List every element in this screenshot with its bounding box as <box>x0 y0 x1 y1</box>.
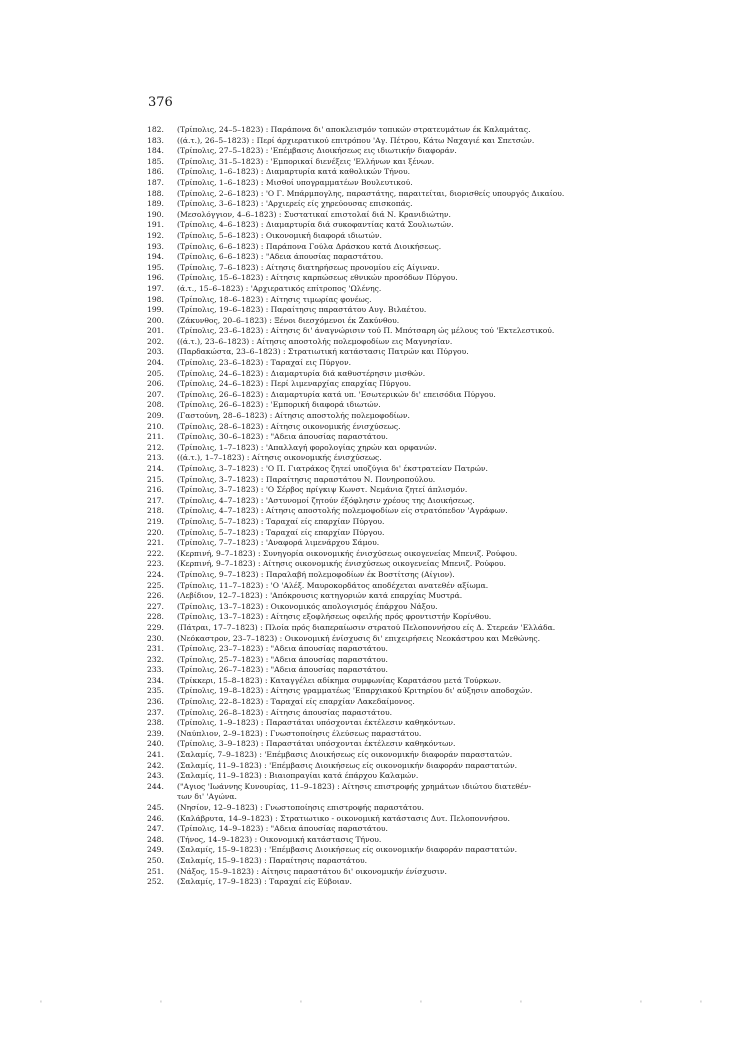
list-item <box>147 845 617 856</box>
list-item <box>147 496 617 507</box>
entry-text: (Τρίπολις, 24–5–1823) : Παράπονα δι' αποκλεισμόν τοπικών στρατευμάτων έκ Καλαμάτας. <box>177 125 531 134</box>
list-item <box>147 411 617 422</box>
entry-number: 231. <box>147 644 164 654</box>
entry-text: (Νησίον, 12–9–1823) : Γνωστοποίησις επιστροφής παραστάτου. <box>177 803 424 812</box>
entry-number: 245. <box>147 803 164 812</box>
entry-number: 213. <box>147 453 164 463</box>
list-item <box>147 686 617 697</box>
entry-number: 207. <box>147 389 164 399</box>
footer-mark: ' <box>700 1000 702 1008</box>
entry-text: (Τρίπολις, 31–5–1823) : 'Εμπορικαί διενέξεις 'Ελλήνων και ξένων. <box>177 156 435 166</box>
entry-continuation: των δι' 'Αγώνα. <box>177 792 237 802</box>
entry-number: 223. <box>147 559 164 569</box>
entry-number: 219. <box>147 516 164 526</box>
list-item <box>147 761 617 772</box>
list-item <box>147 517 617 528</box>
entry-text: (Τρίπολις, 1–6–1823) : Μισθοί υπογραμματέων Βουλευτικού. <box>177 177 413 187</box>
entry-text: (Τρίπολις, 3–6–1823) : 'Αρχιερείς είς χηρεύουσας επισκοπάς. <box>177 199 413 209</box>
list-item <box>147 252 617 263</box>
entry-text: (Τρίπολις, 13–7–1823) : Αίτησις εξοφλήσεως οφειλής πρός φροντιστήν Κορίνθου. <box>177 612 492 622</box>
entry-number: 234. <box>147 675 164 685</box>
entry-number: 226. <box>147 591 164 601</box>
entry-number: 211. <box>147 432 164 442</box>
entry-text: (Τρίπολις, 28–6–1823) : Αίτησις οικονομικής ένισχύσεως. <box>177 421 401 431</box>
entry-number: 227. <box>147 601 164 611</box>
list-item <box>147 316 617 327</box>
list-item <box>147 570 617 581</box>
entry-number: 250. <box>147 855 164 865</box>
entry-number: 183. <box>147 135 164 145</box>
list-item <box>147 750 617 761</box>
entry-text: (Τρίπολις, 18–6–1823) : Αίτησις τιμωρίας φονέως. <box>177 294 372 304</box>
entry-text: (Τρίπολις, 5–7–1823) : Ταραχαί είς επαρχίαν Πύργου. <box>177 516 385 526</box>
entry-text: (Τρίπολις, 19–8–1823) : Αίτησις γραμματέως 'Επαρχιακού Κριτηρίου δι' αύξησιν αποδοχών. <box>177 686 533 696</box>
list-item <box>147 644 617 655</box>
entry-text: (Τρίπολις, 24–6–1823) : Διαμαρτυρία διά καθυστέρησιν μισθών. <box>177 368 426 378</box>
list-item <box>147 803 617 814</box>
entry-text: (Τρίπολις, 6–6–1823) : "Αδεια άπουσίας παραστάτου. <box>177 252 384 262</box>
entry-text: (Τρίπολις, 5–6–1823) : Οικονομική διαφορά ιδιωτών. <box>177 230 382 240</box>
entry-text: (Τρίπολις, 15–6–1823) : Αίτησις καρπώσεως εθνικών προσόδων Πύργου. <box>177 273 458 283</box>
entry-number: 212. <box>147 442 164 452</box>
list-item <box>147 475 617 486</box>
entry-number: 194. <box>147 252 164 262</box>
entry-number: 185. <box>147 156 164 166</box>
entry-text: (Κερπινή, 9–7–1823) : Συνηγορία οικονομικής ένισχύσεως οικογενείας Μπενιζ. Ρούφου. <box>177 548 518 558</box>
list-item <box>147 591 617 602</box>
list-item <box>147 676 617 687</box>
list-item <box>147 538 617 549</box>
entry-number: 209. <box>147 411 164 421</box>
list-item <box>147 400 617 411</box>
entry-text: (Τρίπολις, 4–6–1823) : Διαμαρτυρία διά συκοφαντίας κατά Σουλιωτών. <box>177 220 454 230</box>
entry-text: (Σαλαμίς, 11–9–1823) : Βιαιοπραγίαι κατά έπάρχου Καλαμών. <box>177 771 419 781</box>
list-item <box>147 305 617 316</box>
entry-number: 243. <box>147 771 164 781</box>
entry-number: 236. <box>147 697 164 707</box>
entry-number: 239. <box>147 728 164 738</box>
list-item <box>147 295 617 306</box>
list-item <box>147 379 617 390</box>
list-item <box>147 136 617 147</box>
entry-text: (Σαλαμίς, 11–9–1823) : 'Επέμβασις Διοικήσεως είς οικονομικήν διαφοράν παραστατών. <box>177 760 517 770</box>
entry-number: 202. <box>147 336 164 346</box>
list-item <box>147 835 617 846</box>
entry-text: (Τρίπολις, 26–8–1823) : Αίτησις άπουσίας παραστάτου. <box>177 707 392 717</box>
entry-text: (Τρίπολις, 13–7–1823) : Οικονομικός απολογισμός έπάρχου Νάξου. <box>177 601 438 611</box>
entry-number: 228. <box>147 612 164 622</box>
entry-number: 192. <box>147 230 164 240</box>
entry-text: (Τρίπολις, 3–7–1823) : Παραίτησις παραστάτου Ν. Πονηροπούλου. <box>177 474 436 484</box>
entry-number: 184. <box>147 146 164 156</box>
entry-number: 252. <box>147 877 164 887</box>
list-item <box>147 199 617 210</box>
entry-text: (Τρίπολις, 23–7–1823) : "Αδεια άπουσίας παραστάτου. <box>177 644 388 654</box>
entry-list <box>147 125 617 888</box>
list-item <box>147 443 617 454</box>
entry-text: ("Αγιος 'Ιωάννης Κυνουρίας, 11–9–1823) : Αίτησις επιστροφής χρημάτων ιδιώτου διατεθέν- <box>177 781 532 791</box>
entry-number: 240. <box>147 739 164 749</box>
entry-text: (Τρίπολις, 5–7–1823) : Ταραχαί είς επαρχίαν Πύργου. <box>177 527 385 537</box>
entry-number: 220. <box>147 527 164 537</box>
list-item <box>147 602 617 613</box>
entry-number: 196. <box>147 273 164 283</box>
list-item <box>147 220 617 231</box>
entry-text: (Ναύπλιον, 2–9–1823) : Γνωστοποίησις έλεύσεως παραστάτου. <box>177 728 422 738</box>
list-item <box>147 528 617 539</box>
list-item <box>147 612 617 623</box>
footer-mark: ' <box>640 1000 642 1008</box>
list-item <box>147 231 617 242</box>
entry-text: (Τρίπολις, 25–7–1823) : "Αδεια άπουσίας παραστάτου. <box>177 654 388 664</box>
list-item <box>147 453 617 464</box>
list-item <box>147 877 617 888</box>
list-item <box>147 814 617 825</box>
list-item <box>147 358 617 369</box>
footer-mark: ' <box>40 1000 42 1008</box>
list-item <box>147 824 617 835</box>
entry-text: (Λεβίδιον, 12–7–1823) : 'Απόκρουσις κατηγοριών κατά επαρχίας Μυστρά. <box>177 591 463 601</box>
entry-number: 195. <box>147 262 164 272</box>
list-item <box>147 326 617 337</box>
entry-text: (Τρίπολις, 26–6–1823) : 'Εμπορική διαφορά ιδιωτών. <box>177 400 381 410</box>
entry-number: 187. <box>147 177 164 187</box>
list-item <box>147 432 617 443</box>
list-item <box>147 718 617 729</box>
entry-number: 208. <box>147 400 164 410</box>
entry-text: (Τρίπολις, 26–6–1823) : Διαμαρτυρία κατά υπ. 'Εσωτερικών δι' επεισόδια Πύργου. <box>177 389 496 399</box>
list-item <box>147 347 617 358</box>
entry-text: (Μεσολόγγιον, 4–6–1823) : Συστατικαί επιστολαί διά Ν. Κρανιδιώτην. <box>177 209 451 219</box>
entry-text: (Τρίπολις, 1–6–1823) : Διαμαρτυρία κατά καθολικών Τήνου. <box>177 167 410 177</box>
entry-text: (Γαστούνη, 28–6–1823) : Αίτησις αποστολής πολεμοφοδίων. <box>177 411 410 421</box>
entry-text: (Σαλαμίς, 7–9–1823) : 'Επέμβασις Διοικήσεως είς οικονομικήν διαφοράν παραστατών. <box>177 750 513 760</box>
entry-number: 251. <box>147 866 164 876</box>
entry-number: 217. <box>147 495 164 505</box>
page-footer-marks <box>0 1000 744 1020</box>
entry-number: 242. <box>147 760 164 770</box>
entry-text: (Τρίπολις, 24–6–1823) : Περί λιμεναρχίας επαρχίας Πύργου. <box>177 379 412 389</box>
entry-number: 205. <box>147 368 164 378</box>
entry-text: (Νεόκαστρον, 23–7–1823) : Οικονομική ένίσχυσις δι' επιχειρήσεις Νεοκάστρου και Μεθώνης. <box>177 633 540 643</box>
entry-text: (Τρίπολις, 22–8–1823) : Ταραχαί είς επαρχίαν Λακεδαίμονος. <box>177 697 415 707</box>
list-item <box>147 263 617 274</box>
entry-number: 203. <box>147 347 164 357</box>
entry-text: (Σαλαμίς, 15–9–1823) : Παραίτησις παραστάτου. <box>177 855 368 865</box>
entry-number: 247. <box>147 824 164 834</box>
entry-text: (Τρίπολις, 3–7–1823) : 'Ο Π. Γιατράκος ζητεί υποζύγια δι' έκστρατείαν Πατρών. <box>177 464 488 473</box>
entry-number: 200. <box>147 315 164 325</box>
footer-mark: ' <box>520 1000 522 1008</box>
list-item <box>147 581 617 592</box>
entry-text: (Τρίπολις, 11–7–1823) : 'Ο 'Αλέξ. Μαυροκορδάτος αποδέχεται ανατεθέν αξίωμα. <box>177 580 489 590</box>
entry-number: 225. <box>147 580 164 590</box>
entry-number: 197. <box>147 283 164 293</box>
entry-number: 237. <box>147 707 164 717</box>
entry-text: (Τρίπολις, 3–9–1823) : Παραστάται υπόσχονται έκτέλεσιν καθηκόντων. <box>177 739 456 749</box>
entry-number: 221. <box>147 538 164 548</box>
entry-text: (Τρίπολις, 4–7–1823) : 'Αστυνομοί ζητούν έξόφλησιν χρέους της Διοικήσεως. <box>177 495 475 505</box>
entry-number: 193. <box>147 241 164 251</box>
list-item <box>147 284 617 295</box>
entry-text: (Τρίπολις, 7–7–1823) : 'Αναφορά λιμενάρχου Σάμου. <box>177 538 380 548</box>
entry-number: 218. <box>147 506 164 516</box>
entry-text: (Τρίπολις, 23–6–1823) : Αίτησις δι' άναγνώρισιν τού Π. Μπότσαρη ώς μέλους τού 'Εκτελεστικού. <box>177 326 555 336</box>
list-item <box>147 506 617 517</box>
entry-number: 199. <box>147 305 164 315</box>
entry-number: 249. <box>147 845 164 855</box>
entry-number: 182. <box>147 125 164 134</box>
list-item <box>147 337 617 348</box>
entry-text: (Τρίπολις, 27–5–1823) : 'Επέμβασις Διοικήσεως εις ιδιωτικήν διαφοράν. <box>177 146 457 156</box>
list-item <box>147 782 617 793</box>
entry-number: 215. <box>147 474 164 484</box>
entry-number: 216. <box>147 485 164 495</box>
entry-text: (ά.τ., 15–6–1823) : 'Αρχιερατικός επίτροπος 'Ωλένης. <box>177 283 382 293</box>
entry-text: (Τρίπολις, 1–9–1823) : Παραστάται υπόσχονται έκτέλεσιν καθηκόντων. <box>177 718 456 728</box>
entry-number: 233. <box>147 665 164 675</box>
entry-text: (Τρίπολις, 14–9–1823) : "Αδεια άπουσίας παραστάτου. <box>177 824 388 834</box>
page-number: 376 <box>148 95 173 110</box>
list-item <box>147 273 617 284</box>
entry-text: (Ζάκυνθος, 20–6–1823) : Ξένοι διεσχόμενοι έκ Ζακύνθου. <box>177 315 400 325</box>
list-item <box>147 771 617 782</box>
entry-text: (Νάξος, 15–9–1823) : Αίτησις παραστάτου δι' οικονομικήν ένίσχυσιν. <box>177 866 447 876</box>
entry-number: 241. <box>147 750 164 760</box>
list-item <box>147 369 617 380</box>
entry-text: (Τρίπολις, 9–7–1823) : Παραλαβή πολεμοφοδίων έκ Βοστίτσης (Αίγιον). <box>177 569 455 579</box>
list-item <box>147 210 617 221</box>
entry-text: (Τρίπολις, 4–7–1823) : Αίτησις αποστολής πολεμοφοδίων είς στρατόπεδον 'Αγράφων. <box>177 506 508 516</box>
list-item <box>147 559 617 570</box>
entry-text: ((ά.τ.), 1–7–1823) : Αίτησις οικονομικής ένισχύσεως. <box>177 453 382 463</box>
entry-text: (Τρίπολις, 7–6–1823) : Αίτησις διατηρήσεως προνομίου είς Αίγιναν. <box>177 262 440 272</box>
list-item <box>147 634 617 645</box>
entry-number: 244. <box>147 781 164 791</box>
list-item <box>147 708 617 719</box>
footer-mark: ' <box>420 1000 422 1008</box>
entry-text: (Καλάβρυτα, 14–9–1823) : Στρατιωτικο - οικονομική κατάστασις Δυτ. Πελοποννήσου. <box>177 813 510 823</box>
entry-number: 235. <box>147 686 164 696</box>
list-item <box>147 739 617 750</box>
entry-number: 238. <box>147 718 164 728</box>
list-item <box>147 189 617 200</box>
entry-text: (Παρδακώστα, 23–6–1823) : Στρατιωτική κατάστασις Πατρών και Πύργου. <box>177 347 469 357</box>
entry-number: 206. <box>147 379 164 389</box>
entry-text: (Τρίπολις, 1–7–1823) : 'Απαλλαγή φορολογίας χηρών και ορφανών. <box>177 442 437 452</box>
entry-number: 198. <box>147 294 164 304</box>
list-item <box>147 157 617 168</box>
list-item <box>147 655 617 666</box>
entry-text: (Σαλαμίς, 17–9–1823) : Ταραχαί είς Εύβοιαν. <box>177 877 352 887</box>
entry-number: 246. <box>147 813 164 823</box>
entry-number: 210. <box>147 421 164 431</box>
list-item <box>147 697 617 708</box>
entry-number: 190. <box>147 209 164 219</box>
entry-text: (Τρίπολις, 6–6–1823) : Παράπονα Γούλα Δράσκου κατά Διοικήσεως. <box>177 241 442 251</box>
entry-number: 186. <box>147 167 164 177</box>
list-item <box>147 485 617 496</box>
entry-number: 191. <box>147 220 164 230</box>
list-item <box>147 178 617 189</box>
entry-text: (Τρίπολις, 2–6–1823) : 'Ο Γ. Μπάρμπογλης, παραστάτης, παραιτείται, διορισθείς υπουργός Δικαίου. <box>177 188 565 198</box>
list-item <box>147 146 617 157</box>
footer-mark: ' <box>160 1000 162 1008</box>
footer-mark: ' <box>300 1000 302 1008</box>
entry-number: 201. <box>147 326 164 336</box>
entry-number: 188. <box>147 188 164 198</box>
entry-text: (Τρίκκερι, 15–8–1823) : Καταγγέλει αδίκημα συμφωνίας Καρατάσου μετά Τούρκων. <box>177 675 502 685</box>
entry-number: 222. <box>147 548 164 558</box>
entry-text: (Τρίπολις, 30–6–1823) : "Αδεια άπουσίας παραστάτου. <box>177 432 388 442</box>
entry-text: (Τρίπολις, 19–6–1823) : Παραίτησις παραστάτου Αυγ. Βιλαέτου. <box>177 305 427 315</box>
entry-number: 232. <box>147 654 164 664</box>
entry-number: 214. <box>147 464 164 473</box>
entry-text: (Τρίπολις, 26–7–1823) : "Αδεια άπουσίας παραστάτου. <box>177 665 388 675</box>
entry-text: (Τήνος, 14–9–1823) : Οικονομική κατάστασις Τήνου. <box>177 834 382 844</box>
list-item <box>147 729 617 740</box>
entry-number: 230. <box>147 633 164 643</box>
list-item <box>147 665 617 676</box>
entry-text: (Σαλαμίς, 15–9–1823) : 'Επέμβασις Διοικήσεως είς οικονομικήν διαφοράν παραστατών. <box>177 845 517 855</box>
list-item <box>147 856 617 867</box>
list-item <box>147 464 617 475</box>
entry-number: 229. <box>147 622 164 632</box>
list-item <box>147 125 617 136</box>
list-item <box>147 623 617 634</box>
entry-text: (Τρίπολις, 3–7–1823) : 'Ο Σέρβος πρίγκιψ Κωνστ. Νεμάνια ζητεί άπλισμόν. <box>177 485 468 495</box>
entry-text: ((ά.τ.), 26–5–1823) : Περί άρχιερατικού επιτρόπου 'Αγ. Πέτρου, Κάτω Ναχαγιέ και Σπετσών. <box>177 135 535 145</box>
list-item <box>147 242 617 253</box>
entry-text: (Κερπινή, 9–7–1823) : Αίτησις οικονομικής ένισχύσεως οικογενείας Μπενιζ. Ρούφου. <box>177 559 506 569</box>
entry-text: (Τρίπολις, 23–6–1823) : Ταραχαί εις Πύργον. <box>177 358 351 368</box>
list-item <box>147 422 617 433</box>
entry-number: 248. <box>147 834 164 844</box>
entry-text: ((ά.τ.), 23–6–1823) : Αίτησις αποστολής πολεμοφοδίων εις Μαγνησίαν. <box>177 336 453 346</box>
list-item <box>147 167 617 178</box>
entry-number: 204. <box>147 358 164 368</box>
entry-number: 189. <box>147 199 164 209</box>
list-item <box>147 867 617 878</box>
list-item <box>147 390 617 401</box>
entry-text: (Πάτραι, 17–7–1823) : Πλοία πρός διαπεραίωσιν στρατού Πελοποννήσου είς Δ. Στερεάν 'Ελλάδα. <box>177 622 556 632</box>
entry-number: 224. <box>147 569 164 579</box>
list-item <box>147 549 617 560</box>
